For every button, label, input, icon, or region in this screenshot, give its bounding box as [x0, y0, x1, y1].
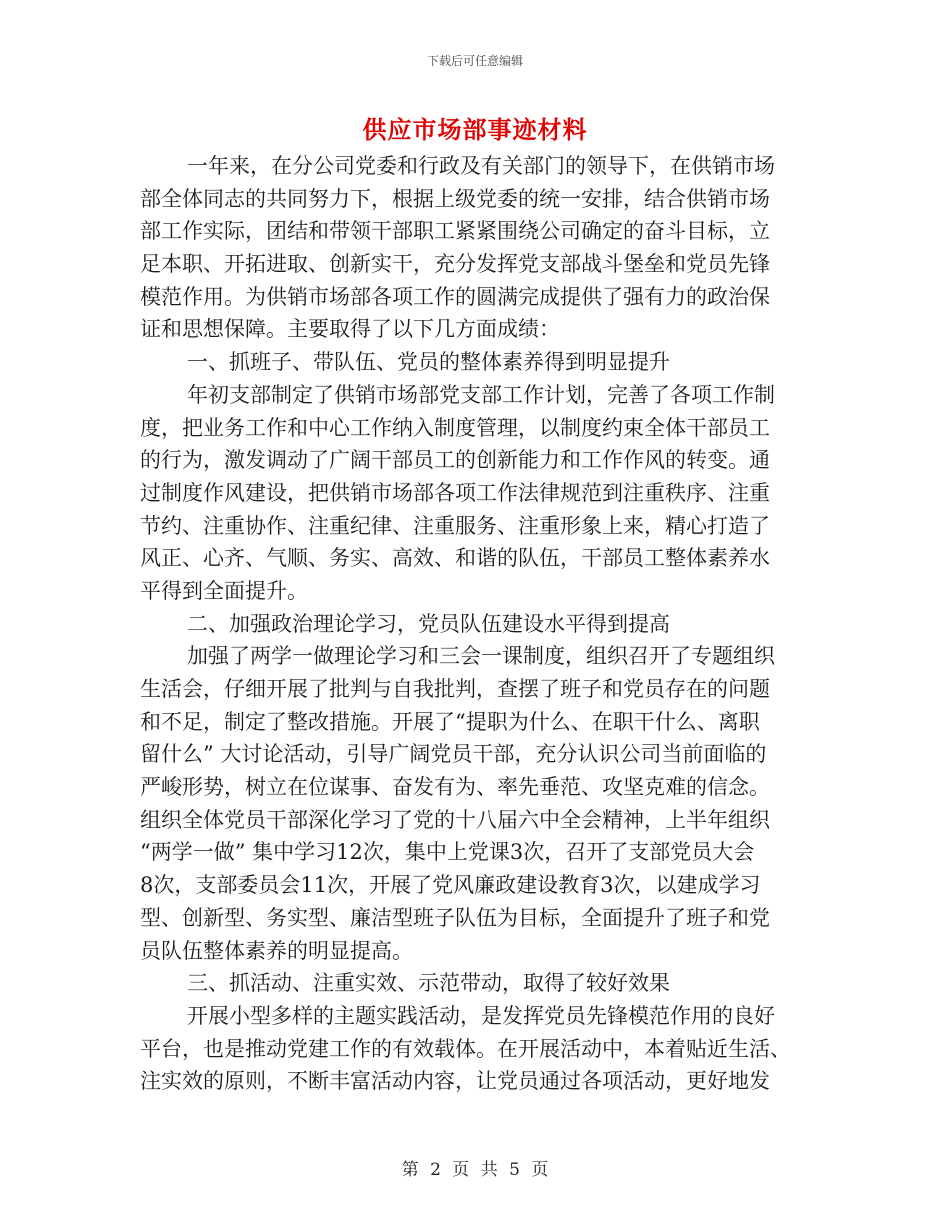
page-footer: 第 2 页 共 5 页: [401, 1160, 549, 1180]
paragraph-line: 平得到全面提升。: [140, 578, 308, 603]
paragraph-line: 平台，也是推动党建工作的有效载体。在开展活动中，本着贴近生活、: [140, 1036, 791, 1061]
paragraph-line: 过制度作风建设，把供销市场部各项工作法律规范到注重秩序、注重: [140, 480, 770, 505]
document-body: [140, 150, 810, 1098]
paragraph-line: 组织全体党员干部深化学习了党的十八届六中全会精神，上半年组织: [140, 807, 770, 832]
paragraph-line: 模范作用。为供销市场部各项工作的圆满完成提供了强有力的政治保: [140, 284, 770, 309]
paragraph-line: 型、创新型、务实型、廉洁型班子队伍为目标，全面提升了班子和党: [140, 905, 770, 930]
paragraph-line: 度，把业务工作和中心工作纳入制度管理，以制度约束全体干部员工: [140, 415, 770, 440]
paragraph-line: 年初支部制定了供销市场部党支部工作计划，完善了各项工作制: [187, 382, 775, 407]
paragraph-line: “两学一做” 集中学习12次，集中上党课3次，召开了支部党员大会: [140, 840, 755, 865]
document-title: 供应市场部事迹材料: [362, 115, 588, 144]
section-heading: 三、抓活动、注重实效、示范带动，取得了较好效果: [187, 971, 670, 996]
paragraph-line: 足本职、开拓进取、创新实干，充分发挥党支部战斗堡垒和党员先锋: [140, 252, 770, 277]
paragraph-line: 开展小型多样的主题实践活动，是发挥党员先锋模范作用的良好: [187, 1003, 775, 1028]
paragraph-line: 风正、心齐、气顺、务实、高效、和谐的队伍，干部员工整体素养水: [140, 546, 770, 571]
paragraph-line: 节约、注重协作、注重纪律、注重服务、注重形象上来，精心打造了: [140, 513, 770, 538]
paragraph-line: 员队伍整体素养的明显提高。: [140, 938, 413, 963]
header-note: 下载后可任意编辑: [426, 54, 523, 68]
paragraph-line: 部全体同志的共同努力下，根据上级党委的统一安排，结合供销市场: [140, 186, 770, 211]
paragraph-line: 注实效的原则，不断丰富活动内容，让党员通过各项活动，更好地发: [140, 1069, 770, 1094]
section-heading: 一、抓班子、带队伍、党员的整体素养得到明显提升: [187, 350, 670, 375]
paragraph-line: 部工作实际，团结和带领干部职工紧紧围绕公司确定的奋斗目标，立: [140, 219, 770, 244]
section-heading: 二、加强政治理论学习，党员队伍建设水平得到提高: [187, 611, 670, 636]
paragraph-line: 和不足，制定了整改措施。开展了“提职为什么、在职干什么、离职: [140, 709, 760, 734]
paragraph-line: 一年来，在分公司党委和行政及有关部门的领导下，在供销市场: [187, 154, 775, 178]
paragraph-line: 生活会，仔细开展了批判与自我批判，查摆了班子和党员存在的问题: [140, 677, 770, 701]
paragraph-line: 证和思想保障。主要取得了以下几方面成绩：: [140, 317, 560, 342]
paragraph-line: 严峻形势，树立在位谋事、奋发有为、率先垂范、攻坚克难的信念。: [140, 775, 770, 800]
paragraph-line: 8次，支部委员会11次，开展了党风廉政建设教育3次，以建成学习: [140, 873, 761, 898]
paragraph-line: 的行为，激发调动了广阔干部员工的创新能力和工作作风的转变。通: [140, 448, 770, 473]
paragraph-line: 加强了两学一做理论学习和三会一课制度，组织召开了专题组织: [187, 644, 775, 669]
paragraph-line: 留什么” 大讨论活动，引导广阔党员干部，充分认识公司当前面临的: [140, 742, 767, 767]
